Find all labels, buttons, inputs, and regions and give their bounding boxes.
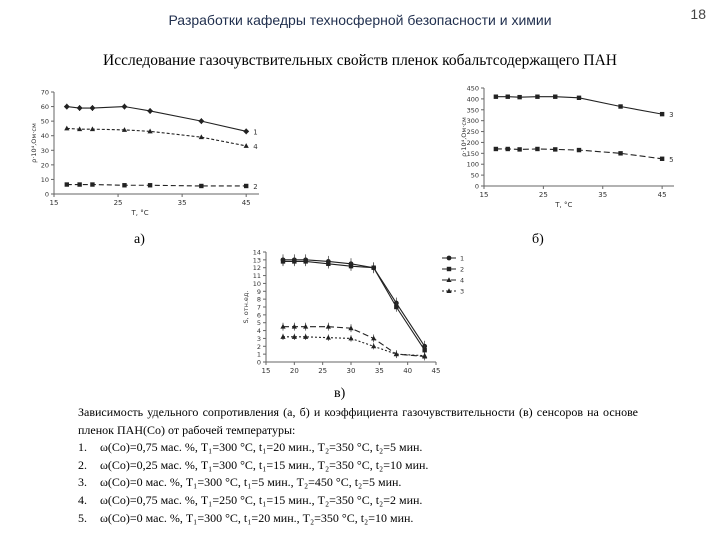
y-tick-label: 50: [470, 171, 479, 180]
data-point: [618, 151, 622, 155]
data-point: [244, 184, 248, 188]
caption-item-number: 4.: [78, 492, 87, 507]
y-tick-label: 0: [474, 182, 479, 191]
x-tick-label: 40: [403, 367, 413, 375]
data-point: [535, 95, 539, 99]
y-tick-label: 450: [466, 84, 479, 93]
y-tick-label: 7: [256, 303, 261, 312]
y-tick-label: 14: [252, 248, 261, 257]
data-point: [64, 104, 70, 110]
y-tick-label: 30: [40, 146, 49, 155]
y-tick-label: 60: [40, 103, 49, 112]
data-point: [326, 335, 331, 340]
y-tick-label: 300: [466, 117, 479, 126]
x-tick-label: 15: [261, 367, 271, 375]
y-axis-label: S, отн.ед.: [242, 290, 250, 324]
x-tick-label: 15: [49, 199, 59, 207]
caption-item: [78, 492, 638, 510]
x-axis-label: T, °C: [555, 201, 573, 209]
y-tick-label: 2: [256, 342, 261, 351]
y-tick-label: 3: [256, 334, 261, 343]
data-point: [77, 105, 83, 111]
y-tick-label: 1: [256, 350, 261, 359]
data-point: [349, 264, 353, 268]
y-tick-label: 10: [252, 279, 261, 288]
data-point: [147, 108, 153, 114]
data-point: [281, 259, 285, 263]
data-point: [506, 147, 510, 151]
caption-item-number: 5.: [78, 510, 87, 525]
chart-b: [450, 82, 690, 212]
series-line: [283, 327, 425, 357]
legend-label: 3: [460, 287, 465, 296]
data-point: [422, 353, 427, 358]
x-tick-label: 45: [657, 191, 667, 199]
y-tick-label: 200: [466, 138, 479, 147]
caption-item-text: ω(Co)=0,75 мас. %, T₁=300 °C, t₁=20 мин., T₂=350 °C, t₂=5 мин.: [100, 440, 423, 455]
data-point: [371, 343, 376, 348]
caption-item: [78, 457, 638, 475]
y-tick-label: 150: [466, 149, 479, 158]
y-tick-label: 9: [256, 287, 261, 296]
data-point: [422, 348, 426, 352]
data-point: [618, 104, 622, 108]
data-point: [348, 336, 353, 341]
caption-item-text: ω(Co)=0 мас. %, T₁=300 °C, t₁=20 мин., T₂=350 °C, t₂=10 мин.: [100, 510, 414, 525]
y-tick-label: 13: [252, 256, 261, 265]
y-tick-label: 350: [466, 106, 479, 115]
x-tick-label: 35: [177, 199, 187, 207]
caption-item-text: ω(Co)=0 мас. %, T₁=300 °C, t₁=5 мин., T₂=450 °C, t₂=5 мин.: [100, 475, 402, 490]
legend-marker: [447, 256, 452, 261]
legend-label: 2: [460, 265, 465, 274]
data-point: [494, 147, 498, 151]
x-tick-label: 25: [318, 367, 328, 375]
y-axis-label: ρ·10⁴,Ом·см: [30, 123, 38, 163]
data-point: [577, 148, 581, 152]
y-tick-label: 0: [256, 358, 261, 367]
data-point: [303, 259, 307, 263]
data-point: [553, 147, 557, 151]
data-point: [553, 95, 557, 99]
legend-marker: [447, 267, 451, 271]
series-label: 3: [669, 111, 674, 120]
data-point: [199, 134, 204, 139]
series-line: [283, 337, 425, 356]
data-point: [122, 183, 126, 187]
data-point: [121, 104, 127, 110]
series-label: 1: [253, 128, 258, 137]
data-point: [89, 105, 95, 111]
caption-item-number: 2.: [78, 457, 87, 472]
caption-item-text: ω(Co)=0,75 мас. %, T₁=250 °C, t₁=15 мин., T₂=350 °C, t₂=2 мин.: [100, 492, 423, 507]
series-label: 4: [253, 142, 258, 151]
x-tick-label: 25: [538, 191, 548, 199]
y-tick-label: 10: [40, 175, 49, 184]
panel-label-a: а): [134, 232, 145, 247]
x-tick-label: 25: [113, 199, 123, 207]
x-tick-label: 35: [598, 191, 608, 199]
data-point: [371, 266, 375, 270]
series-line: [283, 260, 425, 346]
data-point: [199, 184, 203, 188]
data-point: [494, 95, 498, 99]
y-tick-label: 11: [252, 272, 261, 281]
x-tick-label: 15: [479, 191, 489, 199]
series-line: [67, 107, 246, 132]
data-point: [660, 157, 664, 161]
y-tick-label: 4: [256, 327, 261, 336]
y-tick-label: 12: [252, 264, 261, 273]
x-axis-label: T, °C: [131, 209, 149, 217]
data-point: [535, 147, 539, 151]
series-label: 5: [669, 155, 674, 164]
caption-item-number: 3.: [78, 475, 87, 490]
data-point: [577, 96, 581, 100]
caption-item-number: 1.: [78, 440, 87, 455]
caption-item-text: ω(Co)=0,25 мас. %, T₁=300 °C, t₁=15 мин., T₂=350 °C, t₂=10 мин.: [100, 457, 429, 472]
page-number: 18: [690, 6, 706, 22]
x-tick-label: 45: [431, 367, 441, 375]
caption-item: [78, 510, 638, 528]
chart-a: [28, 86, 268, 216]
y-tick-label: 100: [466, 160, 479, 169]
x-tick-label: 35: [374, 367, 384, 375]
data-point: [660, 112, 664, 116]
data-point: [517, 95, 521, 99]
y-tick-label: 400: [466, 95, 479, 104]
series-label: 2: [253, 182, 258, 191]
figure-caption: [78, 404, 638, 527]
slide-subtitle: Исследование газочувствительных свойств пленок кобальтсодержащего ПАН: [103, 52, 617, 69]
y-tick-label: 70: [40, 88, 49, 97]
y-tick-label: 5: [256, 319, 261, 328]
y-tick-label: 50: [40, 117, 49, 126]
data-point: [198, 118, 204, 124]
x-tick-label: 20: [289, 367, 299, 375]
y-tick-label: 0: [44, 190, 49, 199]
data-point: [394, 305, 398, 309]
data-point: [292, 259, 296, 263]
data-point: [65, 182, 69, 186]
y-tick-label: 250: [466, 128, 479, 137]
legend-label: 4: [460, 276, 465, 285]
data-point: [148, 183, 152, 187]
data-point: [326, 262, 330, 266]
y-tick-label: 6: [256, 311, 261, 320]
x-tick-label: 30: [346, 367, 356, 375]
legend-label: 1: [460, 254, 465, 263]
y-tick-label: 8: [256, 295, 261, 304]
caption-item: [78, 439, 638, 457]
caption-item: [78, 474, 638, 492]
data-point: [243, 128, 249, 134]
data-point: [90, 182, 94, 186]
x-tick-label: 45: [241, 199, 251, 207]
y-tick-label: 40: [40, 132, 49, 141]
data-point: [244, 143, 249, 148]
data-point: [517, 147, 521, 151]
slide-header: Разработки кафедры техносферной безопасности и химии: [168, 12, 552, 28]
y-tick-label: 20: [40, 161, 49, 170]
panel-label-b: б): [532, 232, 544, 247]
data-point: [77, 182, 81, 186]
data-point: [506, 95, 510, 99]
y-axis-label: ρ·10⁴,Ом·см: [460, 117, 468, 157]
panel-label-c: в): [334, 386, 346, 401]
chart-c: [230, 244, 465, 384]
caption-intro: Зависимость удельного сопротивления (а, б) и коэффициента газочувствительности (в) сенсоров на основе пленок ПАН(Co) от рабочей температуры:: [78, 405, 638, 437]
